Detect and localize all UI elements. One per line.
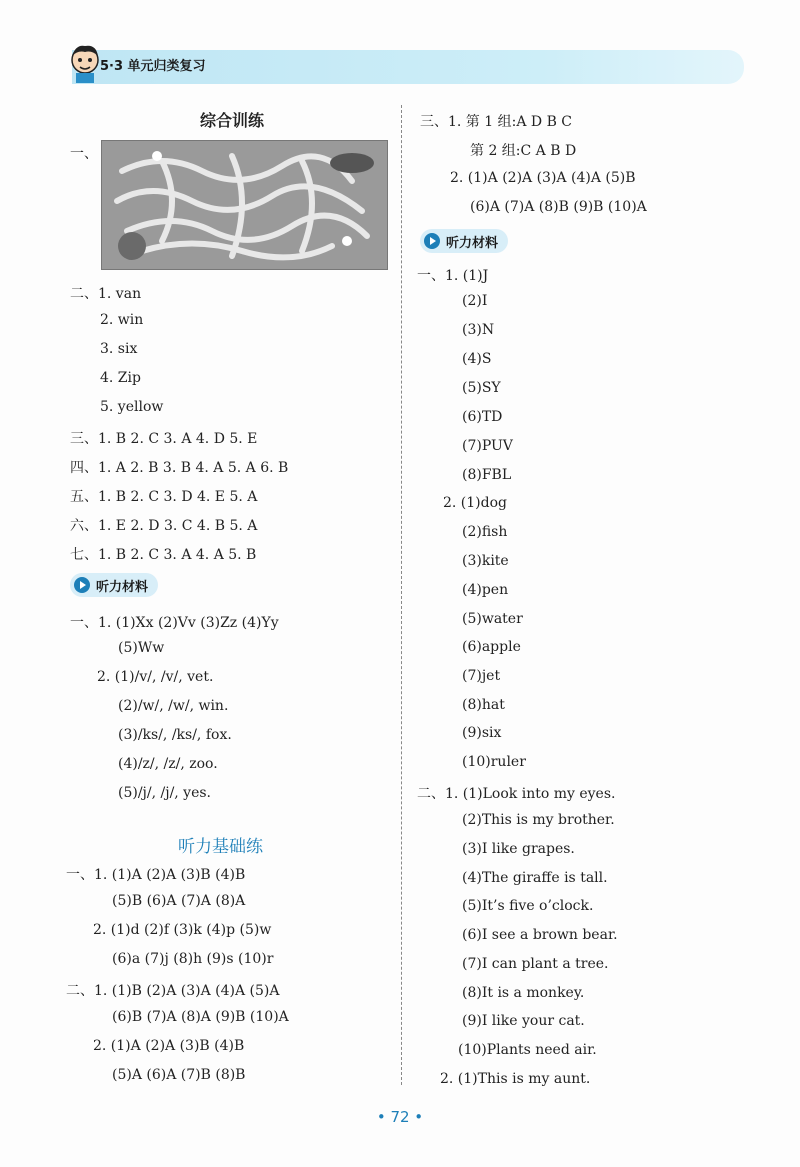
header-title: 5·3 单元归类复习 bbox=[100, 59, 206, 74]
page-number: • 72 • bbox=[376, 1108, 424, 1126]
answer-line: (4)/z/, /z/, zoo. bbox=[118, 756, 218, 772]
answer-line: (3)I like grapes. bbox=[462, 841, 575, 857]
answer-line: (8)FBL bbox=[462, 467, 512, 483]
answer-line: (5)SY bbox=[462, 380, 501, 396]
answer-line: 4. Zip bbox=[100, 370, 141, 386]
answer-line: (7)jet bbox=[462, 668, 501, 684]
listening-badge-label: 听力材料 bbox=[96, 579, 149, 595]
answer-line: (5)It’s five o’clock. bbox=[462, 898, 594, 914]
answer-line: (2)I bbox=[462, 293, 488, 309]
mascot-icon bbox=[66, 42, 104, 84]
answer-line: 二、1. (1)Look into my eyes. bbox=[417, 786, 616, 802]
play-icon bbox=[424, 233, 440, 249]
answer-line: 2. (1)/v/, /v/, vet. bbox=[97, 669, 214, 685]
answer-line: 一、1. (1)A (2)A (3)B (4)B bbox=[66, 867, 246, 883]
listening-badge-label: 听力材料 bbox=[446, 235, 499, 251]
answer-line: (7)I can plant a tree. bbox=[462, 956, 609, 972]
answer-line: (5)/j/, /j/, yes. bbox=[118, 785, 212, 801]
answer-line: (7)PUV bbox=[462, 438, 513, 454]
answer-line: (4)S bbox=[462, 351, 492, 367]
answer-line: (6)B (7)A (8)A (9)B (10)A bbox=[112, 1009, 289, 1025]
answer-line: 二、1. van bbox=[70, 286, 142, 302]
answer-line: 2. (1)A (2)A (3)A (4)A (5)B bbox=[450, 170, 636, 186]
answer-line: (4)pen bbox=[462, 582, 509, 598]
answer-line: 三、1. 第 1 组:A D B C bbox=[420, 114, 573, 130]
play-icon bbox=[74, 577, 90, 593]
maze-label: 一、 bbox=[70, 146, 98, 162]
answer-line: (3)N bbox=[462, 322, 495, 338]
answer-line: (6)a (7)j (8)h (9)s (10)r bbox=[112, 951, 274, 967]
answer-line: 一、1. (1)Xx (2)Vv (3)Zz (4)Yy bbox=[70, 615, 279, 631]
answer-line: (9)six bbox=[462, 725, 502, 741]
answer-line: 2. (1)This is my aunt. bbox=[440, 1071, 591, 1087]
answer-line: (5)B (6)A (7)A (8)A bbox=[112, 893, 246, 909]
answer-line: 五、1. B 2. C 3. D 4. E 5. A bbox=[70, 489, 258, 505]
maze-image bbox=[101, 140, 388, 270]
answer-line: (5)water bbox=[462, 611, 523, 627]
answer-line: (6)apple bbox=[462, 639, 521, 655]
answer-line: 第 2 组:C A B D bbox=[470, 143, 577, 159]
answer-line: 2. (1)A (2)A (3)B (4)B bbox=[93, 1038, 245, 1054]
answer-line: (10)ruler bbox=[462, 754, 526, 770]
answer-line: 二、1. (1)B (2)A (3)A (4)A (5)A bbox=[66, 983, 280, 999]
answer-line: (6)I see a brown bear. bbox=[462, 927, 618, 943]
column-divider bbox=[401, 105, 402, 1085]
answer-line: 三、1. B 2. C 3. A 4. D 5. E bbox=[70, 431, 258, 447]
section-title-basic-listening: 听力基础练 bbox=[178, 837, 263, 857]
answer-line: 2. win bbox=[100, 312, 144, 328]
answer-line: (10)Plants need air. bbox=[458, 1042, 597, 1058]
answer-line: 一、1. (1)J bbox=[417, 268, 489, 284]
listening-badge bbox=[420, 229, 508, 253]
answer-line: (8)It is a monkey. bbox=[462, 985, 585, 1001]
answer-line: (2)This is my brother. bbox=[462, 812, 615, 828]
answer-line: 3. six bbox=[100, 341, 138, 357]
answer-line: (9)I like your cat. bbox=[462, 1013, 585, 1029]
answer-line: (5)Ww bbox=[118, 640, 165, 656]
answer-line: 六、1. E 2. D 3. C 4. B 5. A bbox=[70, 518, 258, 534]
answer-line: (5)A (6)A (7)B (8)B bbox=[112, 1067, 246, 1083]
answer-line: (6)TD bbox=[462, 409, 503, 425]
listening-badge bbox=[70, 573, 158, 597]
answer-line: (3)/ks/, /ks/, fox. bbox=[118, 727, 232, 743]
answer-line: (2)/w/, /w/, win. bbox=[118, 698, 229, 714]
answer-line: (3)kite bbox=[462, 553, 509, 569]
answer-line: 七、1. B 2. C 3. A 4. A 5. B bbox=[70, 547, 257, 563]
answer-line: 2. (1)dog bbox=[443, 495, 507, 511]
answer-line: (8)hat bbox=[462, 697, 505, 713]
answer-line: 5. yellow bbox=[100, 399, 164, 415]
answer-line: (4)The giraffe is tall. bbox=[462, 870, 608, 886]
answer-line: 2. (1)d (2)f (3)k (4)p (5)w bbox=[93, 922, 272, 938]
section-title-comprehensive: 综合训练 bbox=[200, 111, 265, 130]
answer-line: (2)fish bbox=[462, 524, 508, 540]
answer-line: (6)A (7)A (8)B (9)B (10)A bbox=[470, 199, 647, 215]
answer-line: 四、1. A 2. B 3. B 4. A 5. A 6. B bbox=[70, 460, 289, 476]
